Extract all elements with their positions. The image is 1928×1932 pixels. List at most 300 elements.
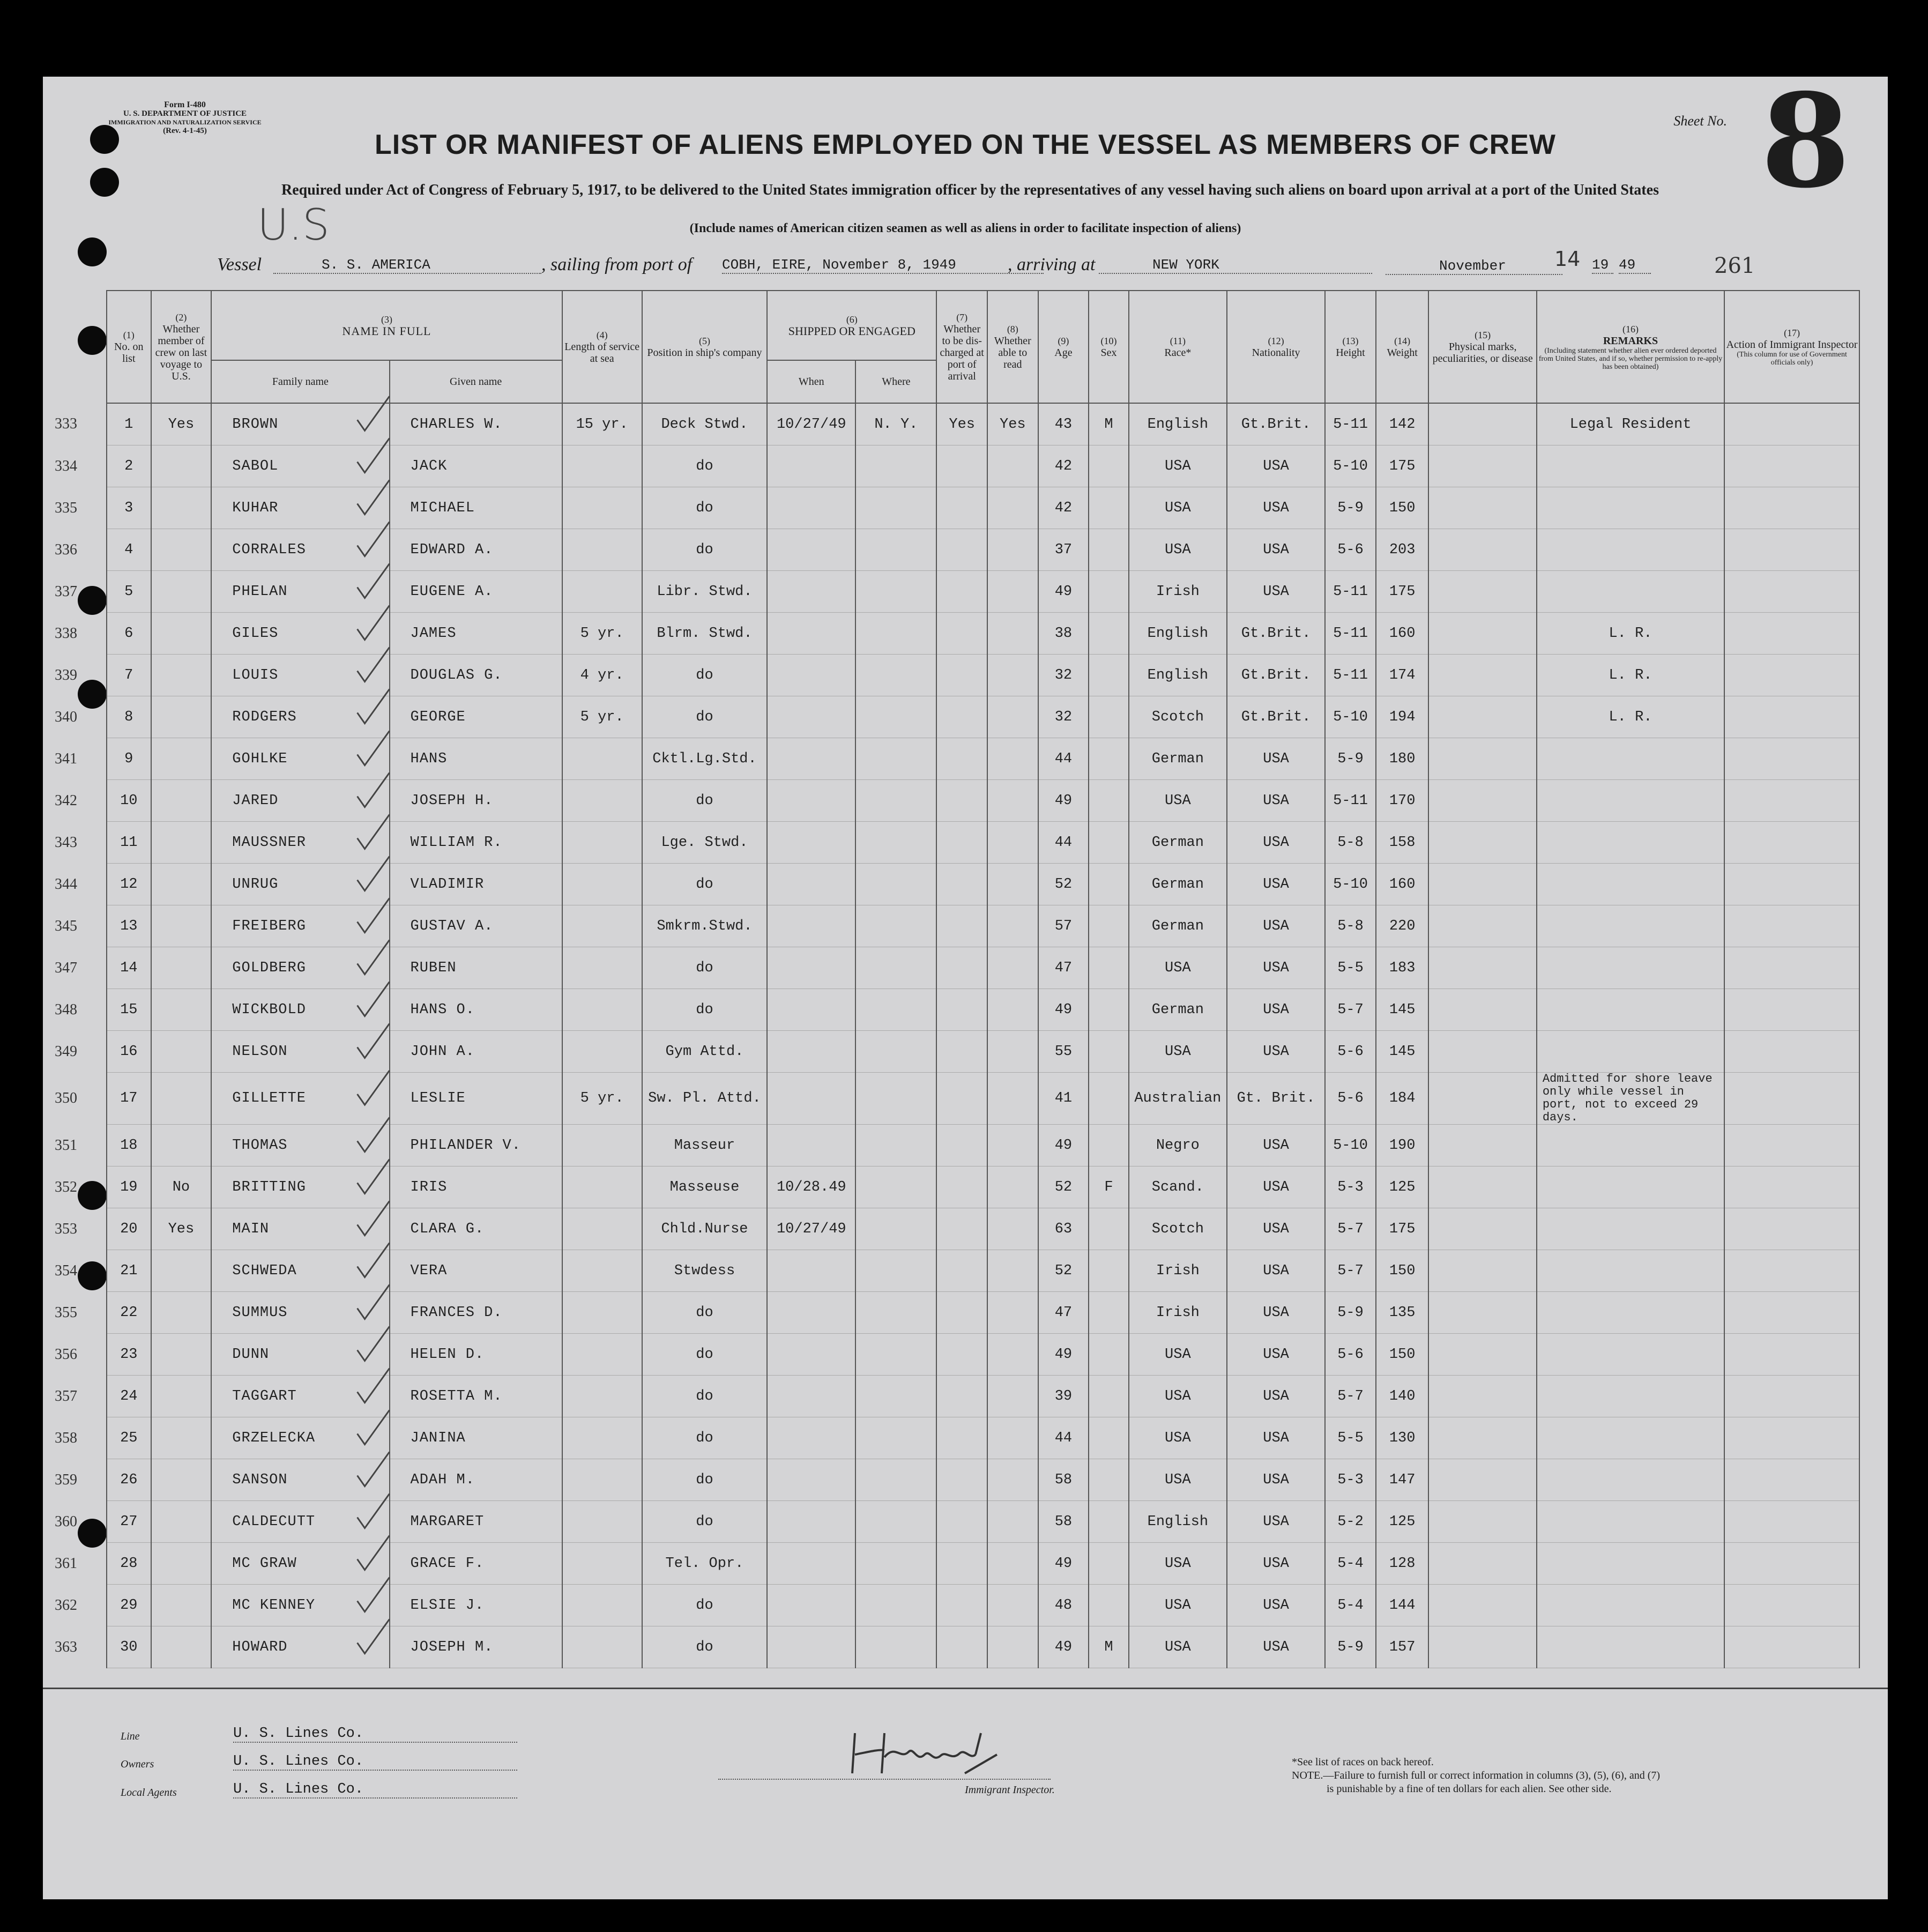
cell-weight: 175 (1376, 445, 1429, 487)
cell-given-name: VLADIMIR (390, 864, 562, 905)
check-mark (358, 1071, 390, 1105)
cell-height: 5-9 (1325, 1626, 1376, 1668)
row-reference-number: 356 (55, 1346, 77, 1363)
check-mark (358, 1452, 390, 1487)
check-mark (358, 564, 390, 598)
cell-age: 32 (1038, 696, 1089, 738)
cell-read: Yes (987, 403, 1038, 445)
cell-height: 5-4 (1325, 1585, 1376, 1626)
check-mark (358, 1243, 390, 1277)
cell-position: do (642, 696, 768, 738)
cell-no: 23 (107, 1334, 151, 1376)
cell-race: German (1129, 738, 1227, 780)
check-mark (358, 1619, 390, 1654)
cell-height: 5-5 (1325, 1417, 1376, 1459)
cell-remarks: L. R. (1537, 613, 1724, 655)
cell-nationality: USA (1227, 529, 1325, 571)
cell-family-name: THOMAS (211, 1125, 389, 1166)
cell-weight: 170 (1376, 780, 1429, 822)
cell-nationality: USA (1227, 1626, 1325, 1668)
cell-nationality: USA (1227, 1459, 1325, 1501)
cell-given-name: GUSTAV A. (390, 905, 562, 947)
cell-family-name: BRITTING (211, 1166, 389, 1208)
col-nationality: (12) Nationality (1227, 291, 1325, 403)
cell-given-name: HANS (390, 738, 562, 780)
cell-age: 47 (1038, 947, 1089, 989)
cell-height: 5-8 (1325, 822, 1376, 864)
cell-prev-voyage: Yes (151, 403, 212, 445)
cell-race: USA (1129, 1626, 1227, 1668)
cell-no: 16 (107, 1031, 151, 1073)
cell-nationality: USA (1227, 947, 1325, 989)
cell-sex: M (1089, 403, 1129, 445)
cell-height: 5-10 (1325, 864, 1376, 905)
cell-weight: 128 (1376, 1543, 1429, 1585)
arriving-label: , arriving at (1008, 255, 1096, 274)
col-family-name: Family name (211, 360, 389, 403)
cell-age: 49 (1038, 1125, 1089, 1166)
row-reference-number: 335 (55, 499, 77, 516)
col-height: (13) Height (1325, 291, 1376, 403)
cell-no: 4 (107, 529, 151, 571)
check-mark (358, 1536, 390, 1570)
cell-given-name: ADAH M. (390, 1459, 562, 1501)
col-remarks: (16) REMARKS (Including statement whether alien ever ordered deported from United States, and if so, whether permission to re-apply has been obtained) (1537, 291, 1724, 403)
cell-family-name: NELSON (211, 1031, 389, 1073)
col-weight: (14) Weight (1376, 291, 1429, 403)
col-sex: (10) Sex (1089, 291, 1129, 403)
cell-nationality: USA (1227, 1585, 1325, 1626)
row-reference-number: 348 (55, 1001, 77, 1018)
cell-race: Scand. (1129, 1166, 1227, 1208)
cell-given-name: MARGARET (390, 1501, 562, 1543)
cell-no: 28 (107, 1543, 151, 1585)
cell-no: 30 (107, 1626, 151, 1668)
row-reference-number: 360 (55, 1513, 77, 1530)
cell-age: 49 (1038, 989, 1089, 1031)
cell-no: 15 (107, 989, 151, 1031)
cell-given-name: LESLIE (390, 1073, 562, 1125)
cell-weight: 203 (1376, 529, 1429, 571)
cell-family-name: HOWARD (211, 1626, 389, 1668)
row-reference-number: 350 (55, 1090, 77, 1106)
cell-when: 10/28.49 (767, 1166, 855, 1208)
check-mark (358, 982, 390, 1016)
cell-height: 5-11 (1325, 780, 1376, 822)
cell-height: 5-6 (1325, 1073, 1376, 1125)
cell-height: 5-11 (1325, 613, 1376, 655)
cell-race: USA (1129, 1459, 1227, 1501)
row-reference-number: 336 (55, 541, 77, 558)
cell-given-name: JAMES (390, 613, 562, 655)
cell-age: 49 (1038, 780, 1089, 822)
cell-race: Negro (1129, 1125, 1227, 1166)
cell-family-name: CORRALES (211, 529, 389, 571)
cell-age: 39 (1038, 1376, 1089, 1417)
cell-nationality: USA (1227, 1417, 1325, 1459)
cell-nationality: USA (1227, 1125, 1325, 1166)
row-reference-number: 355 (55, 1304, 77, 1321)
cell-position: do (642, 1626, 768, 1668)
cell-age: 55 (1038, 1031, 1089, 1073)
row-reference-number: 338 (55, 625, 77, 642)
cell-given-name: RUBEN (390, 947, 562, 989)
cell-no: 13 (107, 905, 151, 947)
cell-race: Irish (1129, 571, 1227, 613)
cell-position: do (642, 445, 768, 487)
cell-position: Stwdess (642, 1250, 768, 1292)
cell-height: 5-3 (1325, 1166, 1376, 1208)
cell-height: 5-4 (1325, 1543, 1376, 1585)
cell-race: English (1129, 655, 1227, 696)
cell-weight: 125 (1376, 1501, 1429, 1543)
cell-nationality: Gt.Brit. (1227, 613, 1325, 655)
cell-remarks: L. R. (1537, 696, 1724, 738)
cell-family-name: UNRUG (211, 864, 389, 905)
cell-nationality: USA (1227, 1501, 1325, 1543)
col-name-in-full: (3) NAME IN FULL (211, 291, 562, 360)
cell-nationality: Gt. Brit. (1227, 1073, 1325, 1125)
cell-family-name: GRZELECKA (211, 1417, 389, 1459)
cell-age: 37 (1038, 529, 1089, 571)
cell-given-name: PHILANDER V. (390, 1125, 562, 1166)
cell-no: 27 (107, 1501, 151, 1543)
cell-no: 18 (107, 1125, 151, 1166)
check-mark (358, 773, 390, 807)
col-position: (5) Position in ship's company (642, 291, 768, 403)
cell-where: N. Y. (855, 403, 936, 445)
cell-no: 25 (107, 1417, 151, 1459)
col-where: Where (855, 360, 936, 403)
row-reference-number: 345 (55, 917, 77, 934)
subtitle-note: (Include names of American citizen seamen as well as aliens in order to facilitate inspection of aliens) (689, 221, 1241, 235)
cell-race: USA (1129, 1334, 1227, 1376)
check-mark (358, 1118, 390, 1152)
cell-position: Smkrm.Stwd. (642, 905, 768, 947)
cell-race: German (1129, 989, 1227, 1031)
page-title: LIST OR MANIFEST OF ALIENS EMPLOYED ON THE VESSEL AS MEMBERS OF CREW (375, 129, 1556, 160)
row-reference-number: 337 (55, 583, 77, 600)
cell-height: 5-10 (1325, 696, 1376, 738)
cell-nationality: USA (1227, 1334, 1325, 1376)
cell-discharged: Yes (936, 403, 987, 445)
cell-no: 2 (107, 445, 151, 487)
cell-position: do (642, 1292, 768, 1334)
cell-race: English (1129, 613, 1227, 655)
page-subtitle: Required under Act of Congress of February 5, 1917, to be delivered to the United States immigration officer by the representatives of any vessel having such aliens on board upon arrival at a port of the United States (281, 182, 1659, 198)
cell-when: 10/27/49 (767, 1208, 855, 1250)
col-when: When (767, 360, 855, 403)
col-able-to-read: (8) Whether able to read (987, 291, 1038, 403)
cell-position: do (642, 1459, 768, 1501)
cell-no: 6 (107, 613, 151, 655)
cell-family-name: SUMMUS (211, 1292, 389, 1334)
cell-weight: 135 (1376, 1292, 1429, 1334)
footer-note (1292, 1756, 1660, 1796)
col-discharged: (7) Whether to be dis-charged at port of arrival (936, 291, 987, 403)
cell-nationality: USA (1227, 445, 1325, 487)
cell-position: Lge. Stwd. (642, 822, 768, 864)
check-mark (358, 940, 390, 975)
cell-position: Blrm. Stwd. (642, 613, 768, 655)
owners-value: U. S. Lines Co. (233, 1753, 517, 1771)
cell-race: Irish (1129, 1250, 1227, 1292)
cell-weight: 157 (1376, 1626, 1429, 1668)
cell-given-name: FRANCES D. (390, 1292, 562, 1334)
cell-position: do (642, 1501, 768, 1543)
cell-family-name: GOLDBERG (211, 947, 389, 989)
cell-height: 5-9 (1325, 1292, 1376, 1334)
cell-service: 5 yr. (562, 613, 642, 655)
row-reference-number: 334 (55, 457, 77, 474)
cell-service: 5 yr. (562, 696, 642, 738)
cell-family-name: GOHLKE (211, 738, 389, 780)
cell-age: 48 (1038, 1585, 1089, 1626)
cell-race: German (1129, 864, 1227, 905)
cell-sex: M (1089, 1626, 1129, 1668)
cell-weight: 140 (1376, 1376, 1429, 1417)
row-reference-number: 339 (55, 666, 77, 683)
cell-race: Scotch (1129, 696, 1227, 738)
cell-height: 5-6 (1325, 529, 1376, 571)
form-revision: (Rev. 4-1-45) (163, 127, 207, 135)
row-reference-number: 343 (55, 834, 77, 851)
cell-height: 5-7 (1325, 1376, 1376, 1417)
cell-no: 10 (107, 780, 151, 822)
page-stamp: 261 (1714, 254, 1755, 278)
inspector-signature (804, 1722, 1029, 1781)
cell-height: 5-9 (1325, 487, 1376, 529)
cell-given-name: GRACE F. (390, 1543, 562, 1585)
cell-no: 12 (107, 864, 151, 905)
cell-weight: 175 (1376, 571, 1429, 613)
arrival-year-prefix: 19 (1592, 257, 1613, 274)
col-age: (9) Age (1038, 291, 1089, 403)
cell-nationality: USA (1227, 864, 1325, 905)
cell-weight: 145 (1376, 989, 1429, 1031)
cell-position: do (642, 1417, 768, 1459)
row-reference-number: 354 (55, 1262, 77, 1279)
cell-family-name: RODGERS (211, 696, 389, 738)
cell-height: 5-7 (1325, 1208, 1376, 1250)
cell-weight: 144 (1376, 1585, 1429, 1626)
cell-no: 29 (107, 1585, 151, 1626)
cell-race: USA (1129, 1417, 1227, 1459)
sailing-label: , sailing from port of (541, 255, 693, 274)
check-mark (358, 689, 390, 724)
cell-given-name: HANS O. (390, 989, 562, 1031)
cell-nationality: USA (1227, 1376, 1325, 1417)
cell-race: English (1129, 403, 1227, 445)
check-mark (358, 815, 390, 849)
cell-age: 49 (1038, 1543, 1089, 1585)
col-physical-marks: (15) Physical marks, peculiarities, or disease (1428, 291, 1536, 403)
sailing-port: COBH, EIRE, November 8, 1949 (722, 257, 1044, 274)
cell-height: 5-7 (1325, 1250, 1376, 1292)
cell-race: USA (1129, 445, 1227, 487)
cell-family-name: LOUIS (211, 655, 389, 696)
check-mark (358, 480, 390, 515)
cell-family-name: TAGGART (211, 1376, 389, 1417)
cell-nationality: USA (1227, 1292, 1325, 1334)
cell-nationality: Gt.Brit. (1227, 655, 1325, 696)
cell-family-name: CALDECUTT (211, 1501, 389, 1543)
cell-no: 8 (107, 696, 151, 738)
manifest-sheet (43, 77, 1888, 1899)
cell-position: Chld.Nurse (642, 1208, 768, 1250)
form-service: IMMIGRATION AND NATURALIZATION SERVICE (108, 118, 262, 126)
note-races: *See list of races on back hereof. (1292, 1756, 1434, 1768)
check-mark (358, 1410, 390, 1445)
arriving-port: NEW YORK (1099, 257, 1372, 274)
cell-family-name: BROWN (211, 403, 389, 445)
check-mark (358, 396, 390, 430)
check-mark (358, 648, 390, 682)
check-mark (358, 731, 390, 766)
cell-no: 19 (107, 1166, 151, 1208)
cell-family-name: WICKBOLD (211, 989, 389, 1031)
cell-given-name: CHARLES W. (390, 403, 562, 445)
cell-no: 22 (107, 1292, 151, 1334)
cell-given-name: MICHAEL (390, 487, 562, 529)
cell-service: 15 yr. (562, 403, 642, 445)
check-mark (358, 522, 390, 556)
cell-no: 26 (107, 1459, 151, 1501)
row-reference-number: 357 (55, 1387, 77, 1405)
cell-age: 41 (1038, 1073, 1089, 1125)
cell-position: Tel. Opr. (642, 1543, 768, 1585)
cell-nationality: USA (1227, 989, 1325, 1031)
cell-race: USA (1129, 1585, 1227, 1626)
cell-race: German (1129, 822, 1227, 864)
check-mark (358, 1285, 390, 1319)
cell-family-name: MAIN (211, 1208, 389, 1250)
cell-race: German (1129, 905, 1227, 947)
cell-age: 52 (1038, 1250, 1089, 1292)
cell-no: 11 (107, 822, 151, 864)
cell-nationality: USA (1227, 487, 1325, 529)
cell-given-name: JANINA (390, 1417, 562, 1459)
col-length-of-service: (4) Length of service at sea (562, 291, 642, 403)
cell-weight: 184 (1376, 1073, 1429, 1125)
check-mark (358, 1494, 390, 1528)
cell-weight: 150 (1376, 1334, 1429, 1376)
check-mark (358, 1201, 390, 1236)
cell-family-name: GILES (211, 613, 389, 655)
cell-nationality: USA (1227, 905, 1325, 947)
col-member-prev-voyage: (2) Whether member of crew on last voyage to U.S. (151, 291, 212, 403)
cell-nationality: USA (1227, 1166, 1325, 1208)
row-reference-number: 349 (55, 1043, 77, 1060)
check-mark (358, 439, 390, 473)
col-action-inspector: (17) Action of Immigrant Inspector (This column for use of Government officials only) (1724, 291, 1859, 403)
cell-weight: 150 (1376, 487, 1429, 529)
cell-weight: 160 (1376, 864, 1429, 905)
cell-race: USA (1129, 1376, 1227, 1417)
cell-weight: 147 (1376, 1459, 1429, 1501)
cell-weight: 175 (1376, 1208, 1429, 1250)
cell-race: USA (1129, 947, 1227, 989)
cell-no: 21 (107, 1250, 151, 1292)
cell-family-name: SABOL (211, 445, 389, 487)
check-mark (358, 1024, 390, 1058)
cell-height: 5-6 (1325, 1334, 1376, 1376)
cell-weight: 190 (1376, 1125, 1429, 1166)
cell-family-name: JARED (211, 780, 389, 822)
cell-race: USA (1129, 529, 1227, 571)
cell-position: Masseuse (642, 1166, 768, 1208)
cell-no: 24 (107, 1376, 151, 1417)
cell-age: 38 (1038, 613, 1089, 655)
row-reference-number: 340 (55, 708, 77, 725)
cell-height: 5-5 (1325, 947, 1376, 989)
cell-age: 44 (1038, 738, 1089, 780)
row-reference-number: 347 (55, 959, 77, 976)
cell-given-name: ROSETTA M. (390, 1376, 562, 1417)
cell-position: Cktl.Lg.Std. (642, 738, 768, 780)
cell-given-name: DOUGLAS G. (390, 655, 562, 696)
cell-race: USA (1129, 1031, 1227, 1073)
cell-age: 42 (1038, 487, 1089, 529)
cell-when: 10/27/49 (767, 403, 855, 445)
cell-nationality: USA (1227, 1208, 1325, 1250)
check-mark (358, 1160, 390, 1194)
cell-height: 5-3 (1325, 1459, 1376, 1501)
cell-family-name: PHELAN (211, 571, 389, 613)
row-reference-number: 351 (55, 1136, 77, 1154)
cell-no: 1 (107, 403, 151, 445)
cell-nationality: USA (1227, 571, 1325, 613)
cell-family-name: KUHAR (211, 487, 389, 529)
cell-prev-voyage: No (151, 1166, 212, 1208)
cell-sex: F (1089, 1166, 1129, 1208)
cell-given-name: JOSEPH M. (390, 1626, 562, 1668)
cell-weight: 194 (1376, 696, 1429, 738)
cell-no: 14 (107, 947, 151, 989)
cell-height: 5-11 (1325, 403, 1376, 445)
row-reference-number: 363 (55, 1638, 77, 1655)
form-department: U. S. DEPARTMENT OF JUSTICE (123, 109, 247, 118)
cell-nationality: USA (1227, 738, 1325, 780)
cell-service: 5 yr. (562, 1073, 642, 1125)
cell-nationality: USA (1227, 1031, 1325, 1073)
cell-prev-voyage: Yes (151, 1208, 212, 1250)
check-mark (358, 857, 390, 891)
line-value: U. S. Lines Co. (233, 1726, 517, 1743)
row-reference-number: 333 (55, 415, 77, 433)
row-reference-number: 362 (55, 1596, 77, 1614)
cell-given-name: WILLIAM R. (390, 822, 562, 864)
cell-weight: 130 (1376, 1417, 1429, 1459)
cell-no: 20 (107, 1208, 151, 1250)
footer-divider (43, 1688, 1888, 1689)
cell-no: 3 (107, 487, 151, 529)
cell-age: 57 (1038, 905, 1089, 947)
cell-height: 5-10 (1325, 1125, 1376, 1166)
cell-given-name: GEORGE (390, 696, 562, 738)
cell-family-name: SANSON (211, 1459, 389, 1501)
vessel-name: S. S. AMERICA (273, 257, 541, 274)
cell-weight: 160 (1376, 613, 1429, 655)
cell-height: 5-8 (1325, 905, 1376, 947)
cell-weight: 125 (1376, 1166, 1429, 1208)
cell-family-name: MAUSSNER (211, 822, 389, 864)
cell-age: 47 (1038, 1292, 1089, 1334)
cell-weight: 158 (1376, 822, 1429, 864)
cell-no: 7 (107, 655, 151, 696)
cell-service: 4 yr. (562, 655, 642, 696)
col-race: (11) Race* (1129, 291, 1227, 403)
